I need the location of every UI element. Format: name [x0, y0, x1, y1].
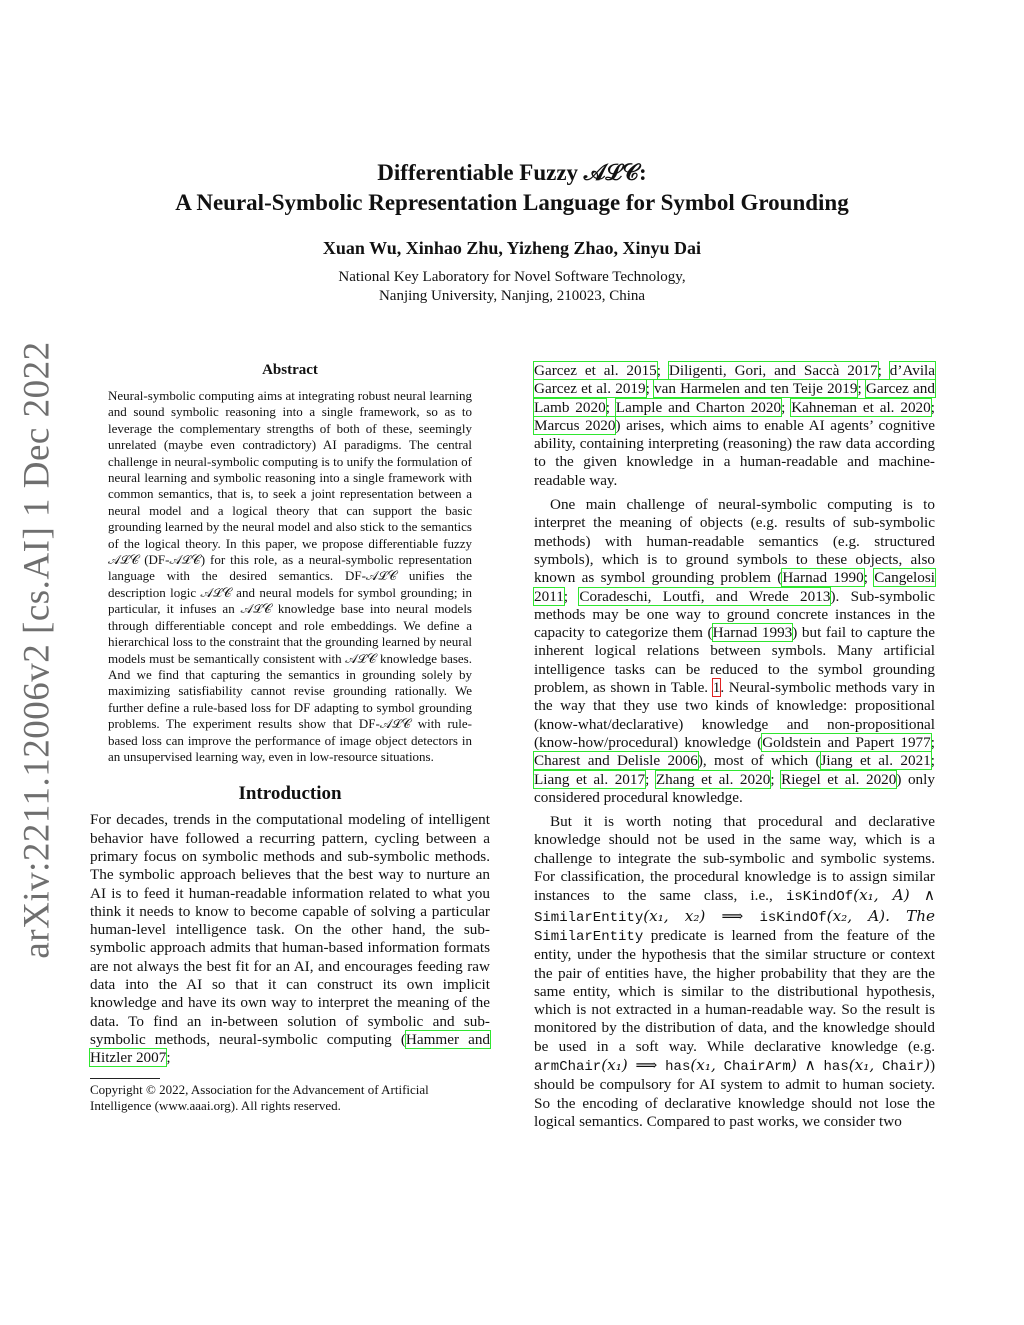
- affiliation: [112, 268, 912, 306]
- intro-p1-text: For decades, trends in the computational modeling of intelligent behavior have followed a recurring pattern, cycling between a primary focus on symbolic methods and sub-symbolic methods. The symbolic approach believes that the best way to nurture an AI is to feed it human-readable information related to what you think it needs to know to become capable of solving a particular human-level intelligence task. On the other hand, the sub-symbolic approach admits that human-based information formats are not always the best fit for an AI, and encourages feeding raw data into the AI so that it can construct its own implicit knowledge and have its own way to interpret the meaning of the data. To find an in-between solution of symbolic and sub-symbolic methods, neural-symbolic computing (: [90, 811, 490, 1048]
- text-fragment: ;: [656, 362, 669, 379]
- code-predicate: ChairArm: [723, 1058, 791, 1075]
- math-fragment: (x₁, A) ∧: [853, 886, 935, 905]
- title-line-1: Differentiable Fuzzy 𝒜ℒ𝒞:: [377, 160, 647, 185]
- code-predicate: has: [665, 1058, 691, 1075]
- arxiv-identifier: arXiv:2211.12006v2 [cs.AI] 1 Dec 2022: [16, 341, 58, 959]
- code-predicate: armChair: [534, 1058, 602, 1075]
- introduction-heading: Introduction: [238, 783, 342, 805]
- text-fragment: One main challenge of neural-symbolic computing is to interpret the meaning of objects (e.g. results of sub-symbolic methods) with human-readable semantics (e.g. structured symbols), which is to ground symbols to these objects, also known as symbol grounding problem (: [534, 496, 935, 587]
- arxiv-sidebar-stamp: [12, 341, 62, 959]
- text-fragment: ). Sub-symbolic methods may be one way to ground concrete instances in the capacity to categorize them (: [534, 587, 935, 642]
- code-predicate: SimilarEntity: [534, 928, 644, 945]
- text-fragment: ;: [563, 587, 580, 605]
- text-fragment: ;: [645, 380, 655, 398]
- text-fragment: predicate is learned from the feature of the entity, under the hypothesis that the similar structure or context the pair of entities have, the higher probability that they are the same entity, which is similar to the distributional hypothesis, which is not extracted in a human-readable way. So the result is monitored by the distribution of data, and the knowledge should be used in a soft way. While declarative knowledge (e.g.: [534, 926, 935, 1055]
- left-column: [90, 362, 490, 1115]
- title-line-2: A Neural-Symbolic Representation Language for Symbol Grounding: [175, 190, 849, 215]
- text-fragment: ) should be compulsory for AI system to admit to human society. So the encoding of declarative knowledge should not lose the logical semantics. Compared to past works, we consider two: [534, 1056, 935, 1130]
- text-fragment: ) but fail to capture the inherent logical relations between symbols. Many artificial intelligence tasks can be reduced to the symbol grounding problem, as shown in Table.: [534, 624, 935, 697]
- code-predicate: Chair: [881, 1058, 924, 1075]
- citation-link[interactable]: Lample and Charton 2020: [615, 398, 782, 416]
- citation-link[interactable]: Goldstein and Papert 1977: [762, 733, 931, 751]
- citation-link[interactable]: Hammer and Hitzler 2007: [90, 1030, 491, 1067]
- intro-p1-end: ;: [166, 1049, 171, 1067]
- text-fragment: ;: [857, 380, 866, 398]
- citation-link[interactable]: Coradeschi, Loutfi, and Wrede 2013: [579, 587, 831, 605]
- text-fragment: ;: [930, 398, 935, 416]
- text-fragment: ;: [930, 733, 935, 751]
- math-fragment: ): [924, 1055, 930, 1074]
- abstract-text: Neural-symbolic computing aims at integrating robust neural learning and sound symbolic reasoning into a single framework, so as to leverage the complementary strengths of both of these, seemingly unrelated (maybe even contradictory) AI paradigms. The central challenge in neural-symbolic computing is to unify the formulation of neural learning and symbolic reasoning into a single framework with common semantics, that is, to seek a joint representation between a neural model and a logical theory that can support the basic grounding learned by the neural model and also stick to the semantics of the logical theory. In this paper, we propose differentiable fuzzy 𝒜ℒ𝒞 (DF-𝒜ℒ𝒞) for this role, as a neural-symbolic representation language with the desired semantics. DF-𝒜ℒ𝒞 unifies the description logic 𝒜ℒ𝒞 and neural models for symbol grounding; in particular, it infuses an 𝒜ℒ𝒞 knowledge base into neural models through differentiable concept and role embeddings. We define a hierarchical loss to the constraint that the grounding learned by neural models must be semantically consistent with 𝒜ℒ𝒞 knowledge bases. And we find that capturing the semantics in grounding solely by maximizing satisfiability cannot revise grounding rationally. We further define a rule-based loss for DF adapting to symbol grounding problems. The experiment results show that DF-𝒜ℒ𝒞 with rule-based loss can improve the performance of image object detectors in an unsupervised learning way, even in low-resource situations.: [108, 388, 472, 764]
- math-fragment: ) ∧: [790, 1055, 824, 1074]
- math-fragment: (x₁, x₂) ⟹: [643, 906, 760, 925]
- citation-link[interactable]: Garcez and Lamb 2020: [534, 380, 935, 416]
- citation-link[interactable]: Liang et al. 2017: [534, 770, 646, 788]
- text-fragment: ) only considered procedural knowledge.: [534, 770, 935, 806]
- citation-link[interactable]: Diligenti, Gori, and Saccà 2017: [668, 362, 878, 379]
- text-fragment: ;: [930, 752, 936, 770]
- text-fragment: ;: [770, 770, 782, 788]
- math-fragment: (x₁,: [690, 1055, 724, 1074]
- text-fragment: But it is worth noting that procedural and declarative knowledge should not be used in the same way, which is a challenge to integrate the sub-symbolic and symbolic systems. For classification, the procedural knowledge is to assign similar instances to the same class, i.e.,: [534, 813, 935, 905]
- right-paragraph-1: [534, 362, 935, 490]
- citation-link[interactable]: van Harmelen and ten Teije 2019: [654, 380, 858, 398]
- right-column: [534, 362, 935, 1131]
- citation-link[interactable]: d’Avila Garcez et al. 2019: [534, 362, 935, 398]
- code-predicate: isKindOf: [785, 889, 854, 906]
- citation-link[interactable]: Harnad 1990: [782, 569, 864, 587]
- citation-link[interactable]: Kahneman et al. 2020: [791, 398, 931, 416]
- text-fragment: ;: [863, 569, 875, 587]
- copyright-footnote: Copyright © 2022, Association for the Advancement of Artificial Intelligence (www.aaai.org). All rights reserved.: [90, 1078, 490, 1115]
- text-fragment: ;: [877, 362, 890, 379]
- text-fragment: ;: [645, 770, 656, 788]
- intro-paragraph-1: [90, 811, 490, 1067]
- abstract-heading: Abstract: [262, 362, 318, 378]
- text-fragment: . Neural-symbolic methods vary in the way that they use two kinds of knowledge: propositional (know-what/declarative) knowledge and non-propositional (know-how/procedural) knowledge (: [534, 679, 936, 751]
- text-fragment: ;: [781, 398, 792, 416]
- math-fragment: (x₂, A). The: [826, 906, 935, 925]
- affiliation-line-1: National Key Laboratory for Novel Software Technology,: [338, 269, 686, 285]
- text-fragment: ;: [605, 398, 616, 416]
- text-fragment: ), most of which (: [697, 752, 821, 770]
- code-predicate: isKindOf: [759, 909, 827, 926]
- citation-link[interactable]: Riegel et al. 2020: [781, 770, 897, 788]
- right-paragraph-2: [534, 496, 935, 807]
- math-fragment: (x₁) ⟹: [601, 1055, 666, 1074]
- citation-link[interactable]: Harnad 1993: [712, 624, 793, 642]
- right-paragraph-3: [534, 813, 935, 1131]
- citation-link[interactable]: Garcez et al. 2015: [534, 362, 657, 379]
- citation-link[interactable]: Cangelosi 2011: [534, 569, 935, 605]
- citation-link[interactable]: Charest and Delisle 2006: [534, 752, 698, 770]
- citation-link[interactable]: Zhang et al. 2020: [655, 770, 771, 788]
- paper-title: [112, 158, 912, 218]
- citation-link[interactable]: Jiang et al. 2021: [820, 752, 931, 770]
- code-predicate: has: [823, 1058, 849, 1075]
- affiliation-line-2: Nanjing University, Nanjing, 210023, China: [378, 288, 646, 304]
- author-list: Xuan Wu, Xinhao Zhu, Yizheng Zhao, Xinyu Dai: [322, 238, 702, 258]
- table-reference-link[interactable]: 1: [712, 679, 721, 697]
- citation-link[interactable]: Marcus 2020: [534, 416, 616, 434]
- code-predicate: SimilarEntity: [534, 909, 644, 926]
- math-fragment: (x₁,: [848, 1055, 882, 1074]
- text-fragment: ) arises, which aims to enable AI agents’ cognitive ability, containing interpreting (reasoning) the raw data according to the given knowledge in a human-readable and machine-readable way.: [534, 416, 935, 489]
